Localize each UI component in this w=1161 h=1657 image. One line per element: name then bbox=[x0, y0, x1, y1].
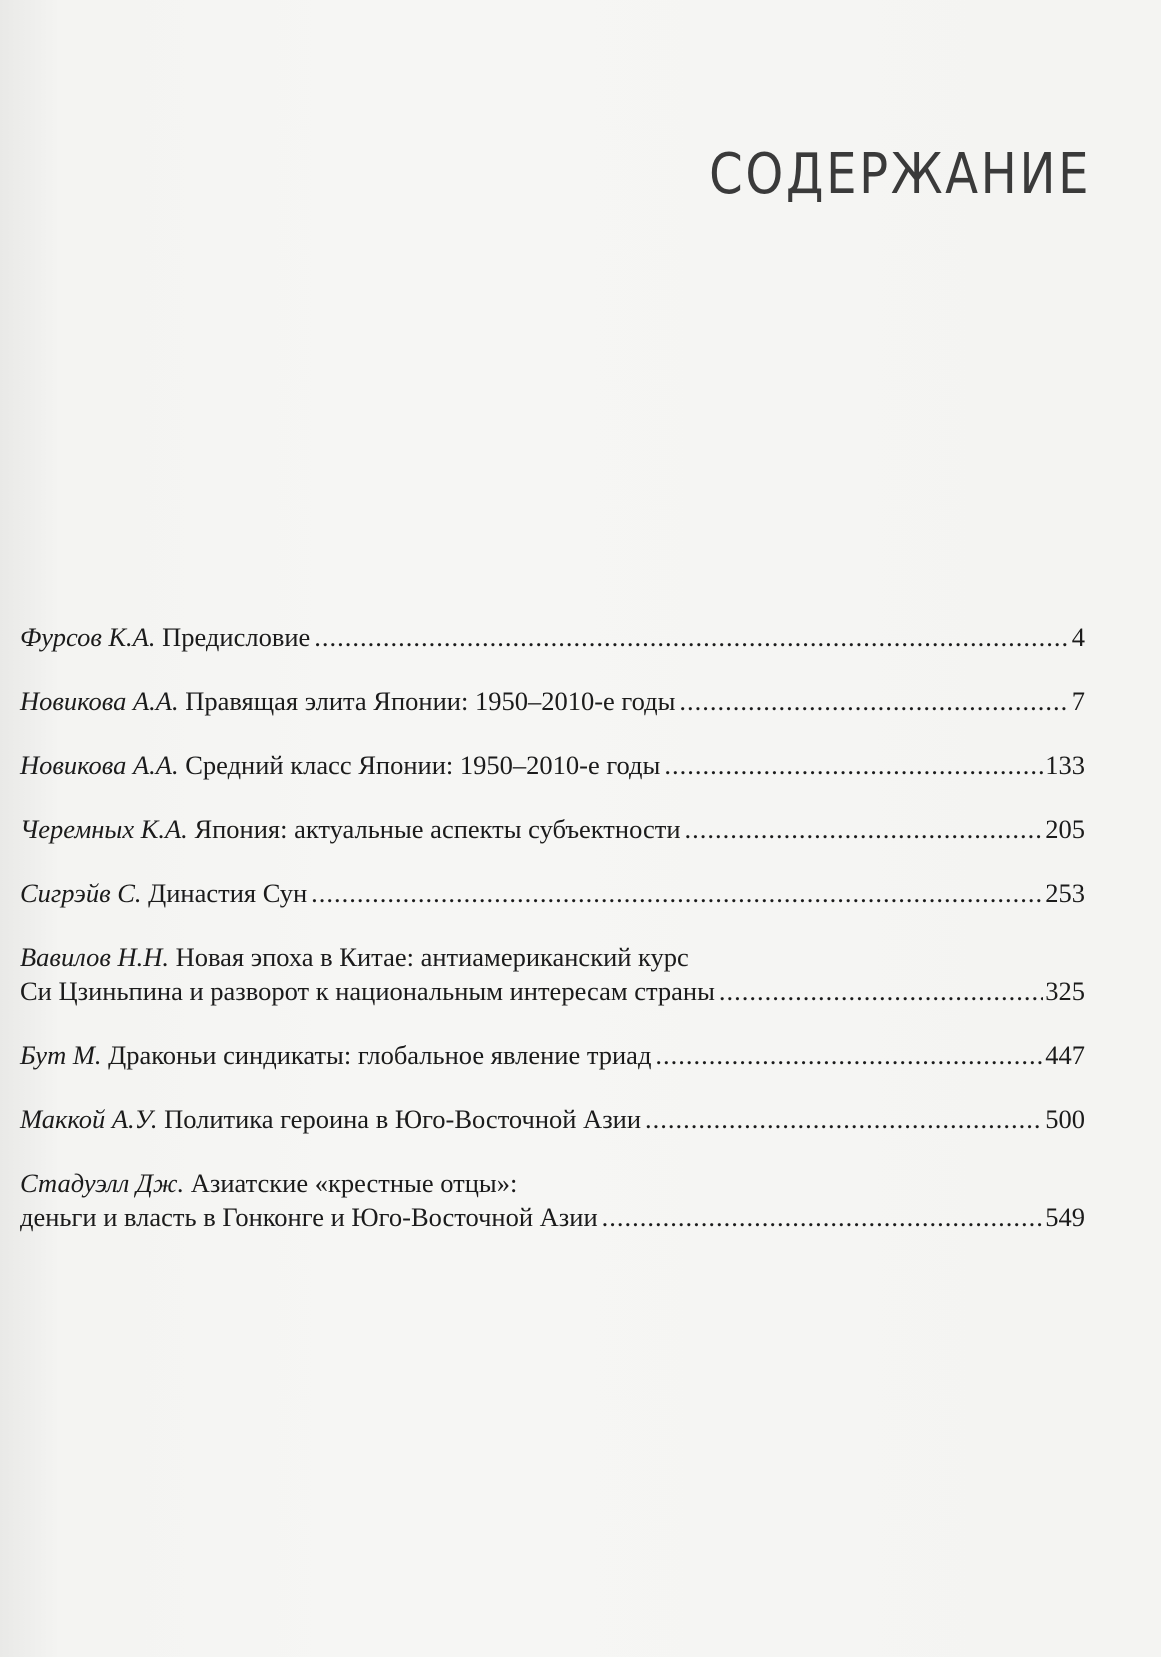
entry-author: Маккой А.У. bbox=[20, 1104, 158, 1134]
entry-page-number: 133 bbox=[1045, 750, 1085, 780]
entry-author: Новикова А.А. bbox=[20, 750, 179, 780]
entry-page-number: 500 bbox=[1045, 1104, 1085, 1134]
entry-title-line-1: Новая эпоха в Китае: антиамериканский курс bbox=[175, 942, 689, 972]
entry-title-line-2: деньги и власть в Гонконге и Юго-Восточной Азии bbox=[20, 1202, 598, 1232]
dot-leader bbox=[655, 1038, 1043, 1072]
dot-leader bbox=[685, 812, 1044, 846]
entry-page-number: 4 bbox=[1071, 622, 1085, 652]
entry-author: Бут М. bbox=[20, 1040, 102, 1070]
toc-entry bbox=[20, 748, 1085, 782]
toc-entry bbox=[20, 620, 1085, 654]
toc-entry bbox=[20, 876, 1085, 910]
dot-leader bbox=[314, 620, 1069, 654]
entry-author: Новикова А.А. bbox=[20, 686, 179, 716]
entry-page-number: 549 bbox=[1045, 1202, 1085, 1232]
dot-leader bbox=[719, 974, 1043, 1008]
toc-entry bbox=[20, 1166, 1085, 1234]
toc-entry bbox=[20, 812, 1085, 846]
dot-leader bbox=[679, 684, 1069, 718]
entry-page-number: 447 bbox=[1045, 1040, 1085, 1070]
toc-entry bbox=[20, 1038, 1085, 1072]
dot-leader bbox=[664, 748, 1043, 782]
entry-title-line-1: Азиатские «крестные отцы»: bbox=[190, 1168, 518, 1198]
entry-page-number: 253 bbox=[1045, 878, 1085, 908]
entry-author: Черемных К.А. bbox=[20, 814, 188, 844]
entry-author: Стадуэлл Дж. bbox=[20, 1168, 185, 1198]
entry-title: Япония: актуальные аспекты субъектности bbox=[194, 814, 681, 844]
entry-title: Предисловие bbox=[162, 622, 311, 652]
entry-page-number: 325 bbox=[1045, 976, 1085, 1006]
dot-leader bbox=[311, 876, 1043, 910]
entry-author: Вавилов Н.Н. bbox=[20, 942, 169, 972]
entry-title: Средний класс Японии: 1950–2010-е годы bbox=[185, 750, 661, 780]
toc-entry bbox=[20, 1102, 1085, 1136]
entry-title: Правящая элита Японии: 1950–2010-е годы bbox=[185, 686, 676, 716]
entry-page-number: 205 bbox=[1045, 814, 1085, 844]
entry-title: Династия Сун bbox=[148, 878, 308, 908]
toc-entry bbox=[20, 940, 1085, 1008]
entry-author: Фурсов К.А. bbox=[20, 622, 156, 652]
dot-leader bbox=[602, 1200, 1044, 1234]
entry-page-number: 7 bbox=[1071, 686, 1085, 716]
dot-leader bbox=[645, 1102, 1043, 1136]
entry-title-line-2: Си Цзиньпина и разворот к национальным интересам страны bbox=[20, 976, 715, 1006]
toc-entry bbox=[20, 684, 1085, 718]
entry-title: Драконьи синдикаты: глобальное явление триад bbox=[108, 1040, 652, 1070]
page-title: СОДЕРЖАНИЕ bbox=[709, 142, 1091, 207]
entry-author: Сигрэйв С. bbox=[20, 878, 142, 908]
entry-title: Политика героина в Юго-Восточной Азии bbox=[164, 1104, 642, 1134]
